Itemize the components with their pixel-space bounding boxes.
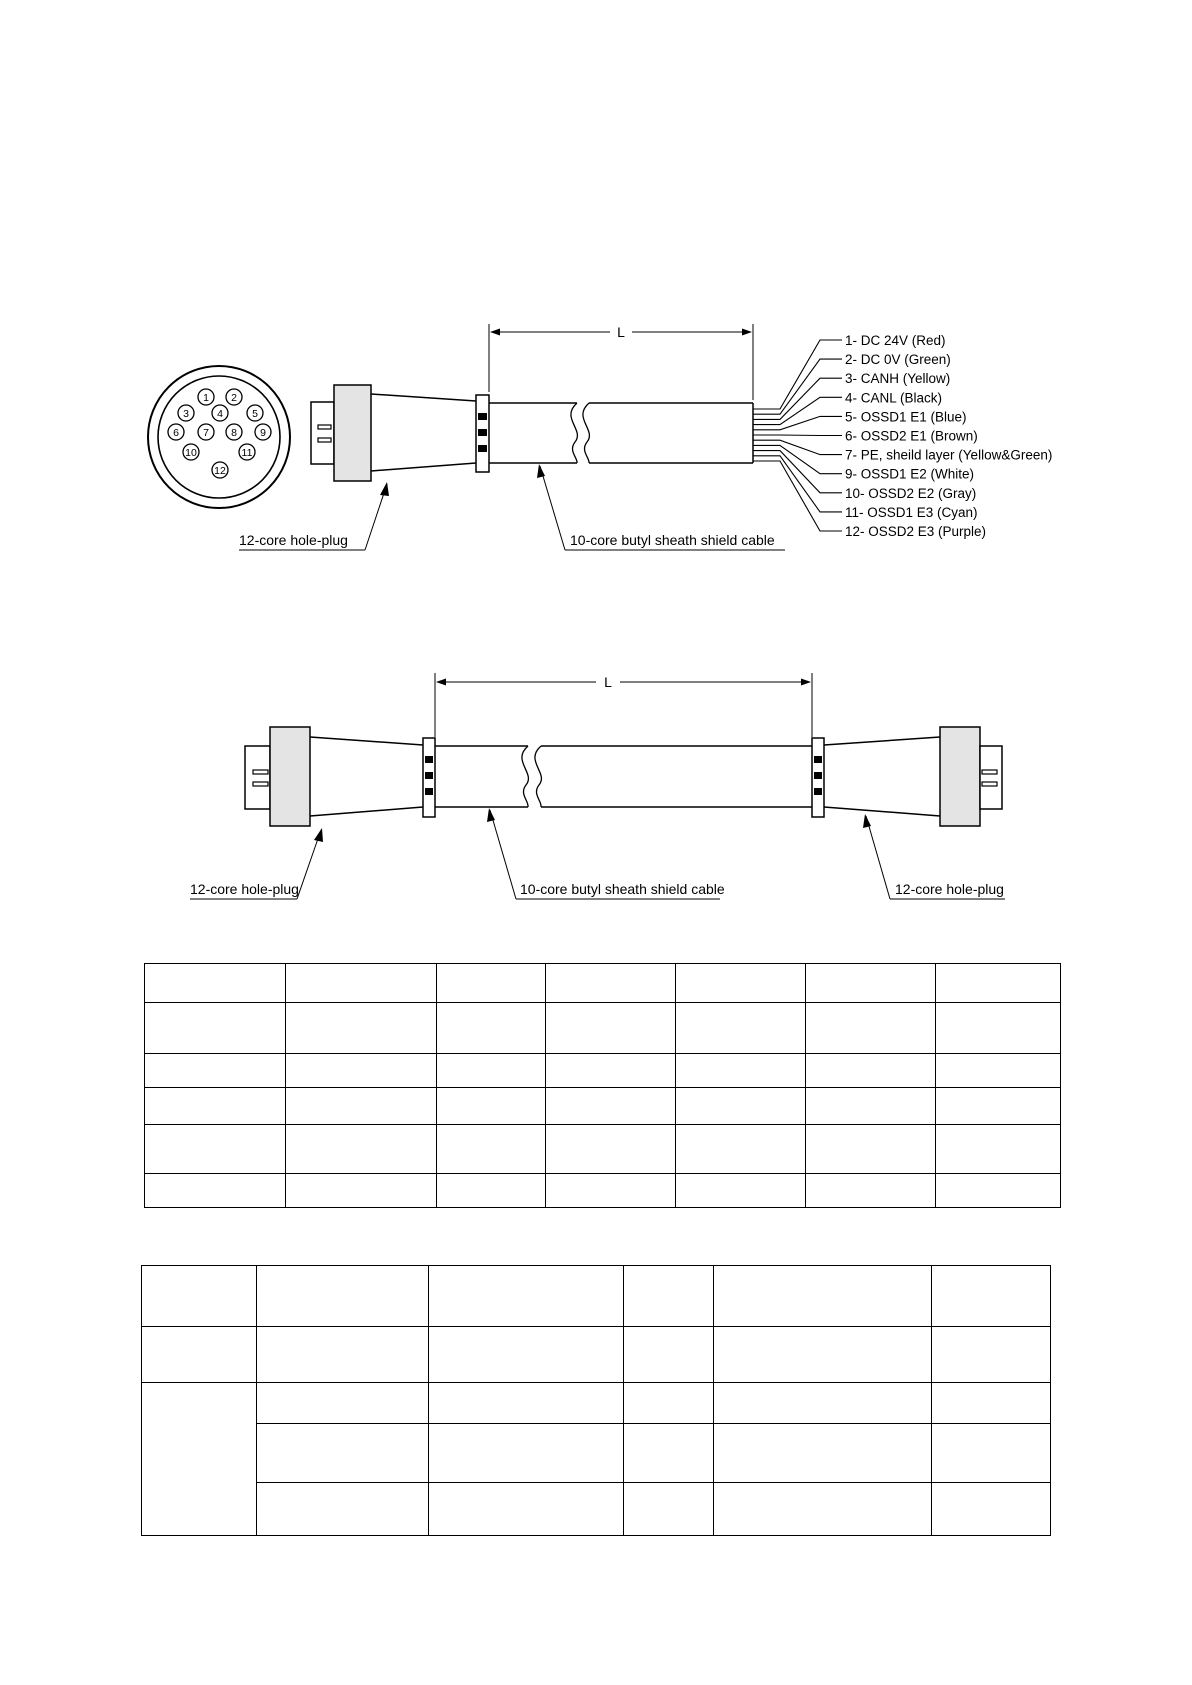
pin-5 bbox=[247, 405, 263, 421]
svg-text:2: 2 bbox=[231, 391, 237, 404]
pin-7 bbox=[198, 424, 214, 440]
table-row bbox=[145, 1174, 1061, 1208]
pin-11 bbox=[239, 444, 255, 460]
plug-body bbox=[311, 385, 489, 481]
plug-label: 12-core hole-plug bbox=[239, 532, 348, 548]
spec-table-2 bbox=[141, 1265, 1051, 1536]
cable-label: 10-core butyl sheath shield cable bbox=[520, 881, 725, 897]
pin-2 bbox=[226, 389, 242, 405]
wire-label: 5- OSSD1 E1 (Blue) bbox=[845, 409, 967, 425]
cable-with-two-plugs-diagram bbox=[0, 665, 1192, 915]
table-row bbox=[145, 1054, 1061, 1088]
svg-text:10: 10 bbox=[185, 446, 197, 459]
svg-text:9: 9 bbox=[260, 426, 266, 439]
svg-text:3: 3 bbox=[183, 407, 189, 420]
table-row bbox=[142, 1424, 1051, 1483]
right-plug-body bbox=[812, 727, 1002, 826]
table-row bbox=[142, 1266, 1051, 1327]
wire-label: 12- OSSD2 E3 (Purple) bbox=[845, 524, 987, 539]
wire-label: 1- DC 24V (Red) bbox=[845, 333, 946, 348]
table-row bbox=[145, 1125, 1061, 1174]
wire-label: 10- OSSD2 E2 (Gray) bbox=[845, 485, 977, 501]
right-plug-label: 12-core hole-plug bbox=[895, 881, 1004, 897]
wire-label: 3- CANH (Yellow) bbox=[845, 371, 951, 387]
svg-text:4: 4 bbox=[217, 407, 223, 420]
pin-1 bbox=[198, 389, 214, 405]
svg-text:12: 12 bbox=[214, 464, 226, 477]
svg-text:8: 8 bbox=[231, 426, 237, 439]
wire-label: 4- CANL (Black) bbox=[845, 390, 943, 406]
pin-3 bbox=[178, 405, 194, 421]
cable-label-leader bbox=[537, 464, 785, 550]
cable-with-flying-leads-diagram bbox=[0, 310, 1192, 570]
table-row bbox=[142, 1383, 1051, 1424]
svg-text:5: 5 bbox=[252, 407, 258, 420]
wire-label: 7- PE, sheild layer (Yellow&Green) bbox=[845, 447, 1053, 463]
table-row bbox=[142, 1483, 1051, 1536]
wire-lead bbox=[753, 461, 842, 531]
left-plug-body bbox=[245, 727, 435, 826]
cable-label: 10-core butyl sheath shield cable bbox=[570, 532, 775, 548]
dimension-label: L bbox=[617, 324, 625, 340]
table-row bbox=[142, 1327, 1051, 1383]
wire-fan bbox=[753, 340, 842, 531]
pin-9 bbox=[255, 424, 271, 440]
table-row bbox=[145, 1003, 1061, 1054]
pin-12 bbox=[212, 462, 228, 478]
wire-lead bbox=[753, 440, 842, 454]
left-plug-label-leader bbox=[190, 828, 323, 899]
wire-lead bbox=[753, 456, 842, 512]
cable bbox=[489, 403, 753, 463]
pin-4 bbox=[212, 405, 228, 421]
svg-text:1: 1 bbox=[203, 391, 209, 404]
wire-label: 9- OSSD1 E2 (White) bbox=[845, 466, 975, 482]
dimension-label: L bbox=[604, 674, 612, 690]
left-plug-label: 12-core hole-plug bbox=[190, 881, 299, 897]
wire-lead bbox=[753, 416, 842, 429]
wire-label: 11- OSSD1 E3 (Cyan) bbox=[845, 504, 978, 520]
svg-text:6: 6 bbox=[173, 426, 179, 439]
cable-label-leader bbox=[487, 808, 725, 899]
wire-label: 6- OSSD2 E1 (Brown) bbox=[845, 428, 978, 444]
dimension-l bbox=[489, 324, 753, 400]
table-row bbox=[145, 964, 1061, 1003]
pin-8 bbox=[226, 424, 242, 440]
svg-text:11: 11 bbox=[241, 446, 253, 459]
pin-6 bbox=[168, 424, 184, 440]
wire-label: 2- DC 0V (Green) bbox=[845, 352, 951, 368]
svg-text:7: 7 bbox=[203, 426, 209, 439]
wire-lead bbox=[753, 359, 842, 414]
connector-face bbox=[148, 366, 290, 508]
wire-lead bbox=[753, 340, 842, 409]
table-row bbox=[145, 1088, 1061, 1125]
dimension-l bbox=[435, 673, 812, 737]
right-plug-label-leader bbox=[863, 814, 1005, 899]
spec-table-1 bbox=[144, 963, 1061, 1208]
wire-lead bbox=[753, 451, 842, 493]
pin-10 bbox=[183, 444, 199, 460]
wire-lead bbox=[753, 435, 842, 436]
wire-labels bbox=[845, 333, 1052, 539]
cable bbox=[435, 746, 812, 807]
